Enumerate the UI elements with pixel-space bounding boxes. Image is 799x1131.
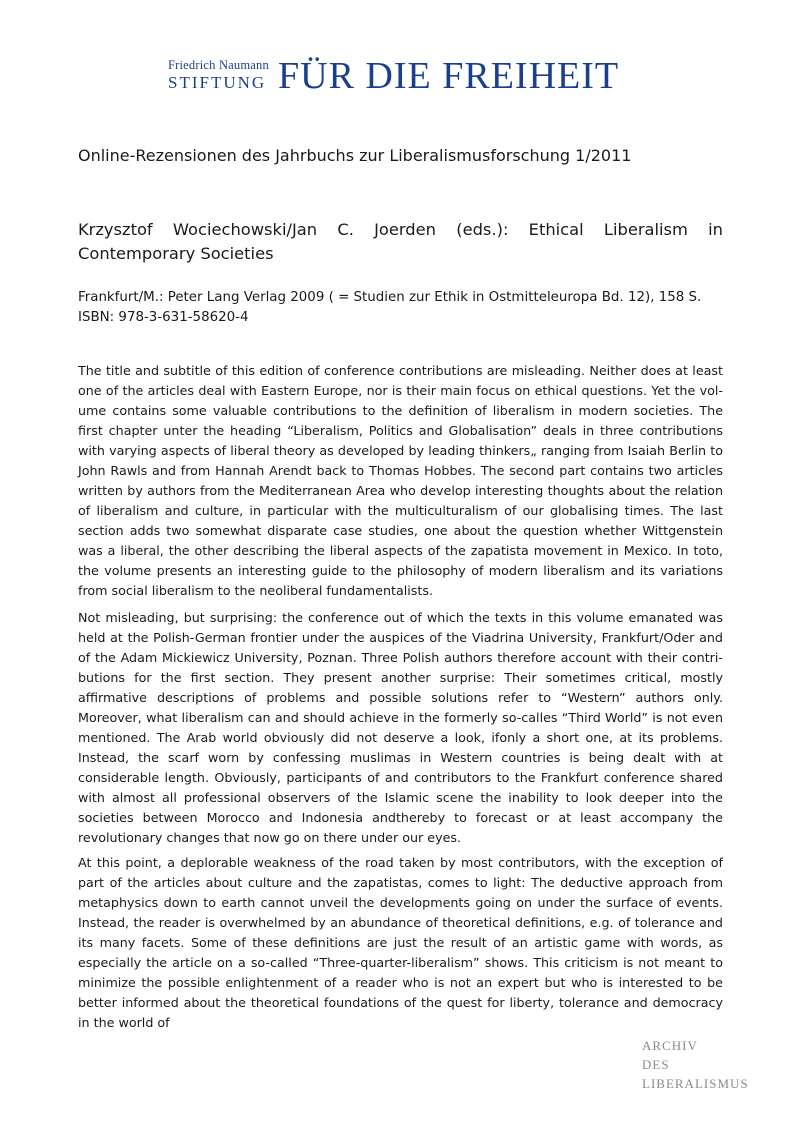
logo-line-1: Friedrich Naumann xyxy=(168,58,269,72)
series-title: Online-Rezensionen des Jahrbuchs zur Liberalismusforschung 1/2011 xyxy=(78,146,632,165)
archive-watermark xyxy=(642,1036,749,1093)
paragraph-2: Not misleading, but surprising: the conference out of which the texts in this volume emanated was held at the Polish-German frontier under the auspices of the Viadrina University, Frankfurt/Oder and of the Adam Mickiewicz University, Poznan. Three Polish authors therefore account with their contributions for the first section. They present another surprise: Their sometimes critical, mostly affirmative descriptions of problems and possible solutions refer to “Western” authors only. Moreover, what liberalism can and should achieve in the formerly so-calles “Third World” is not even mentioned. The Arab world obviously did not deserve a look, ifonly a short one, at its problems. Instead, the scarf worn by confessing muslimas in Western countries is being dealt with at considerable length. Obviously, participants of and contributors to the Frankfurt conference shared with almost all professional observers of the Islamic scene the inability to look deeper into the societies between Morocco and Indonesia andthereby to forecast or at least accompany the revolutionary changes that now go on there under our eyes. xyxy=(78,610,723,845)
foundation-logo xyxy=(168,55,620,100)
archive-line-3: LIBERALISMUS xyxy=(642,1076,749,1091)
paragraph-1: The title and subtitle of this edition of conference contributions are misleading. Neither does at least one of the articles deal with Eastern Europe, nor is their main focus on ethical questions. Yet the volume contains some valuable contributions to the definition of liberalism in modern societies. The first chapter unter the heading “Liberalism, Politics and Globalisation” deals in three contributions with varying aspects of liberal theory as developed by leading thinkers„ ranging from Isaiah Berlin to John Rawls and from Hannah Arendt back to Thomas Hobbes. The second part contains two articles written by authors from the Mediterranean Area who develop interesting thoughts about the relation of liberalism and culture, in particular with the multiculturalism of our globalising times. The last section adds two somewhat disparate case studies, one about the question whether Wittgenstein was a liberal, the other describing the liberal aspects of the zapatista movement in Mexico. In toto, the volume presents an interesting guide to the philosophy of modern liberalism and its variations from social liberalism to the neoliberal fundamentalists. xyxy=(78,363,723,598)
logo-slogan: FÜR DIE FREIHEIT xyxy=(278,55,620,97)
review-title: Krzysztof Wociechowski/Jan C. Joerden (eds.): Ethical Liberalism in Contemporary Societies xyxy=(78,220,723,263)
logo-line-2: STIFTUNG xyxy=(168,73,267,92)
archive-line-1: ARCHIV xyxy=(642,1038,698,1053)
archive-line-2: DES xyxy=(642,1057,670,1072)
paragraph-3: At this point, a deplorable weakness of the road taken by most contributors, with the exception of part of the articles about culture and the zapatistas, comes to light: The deductive approach from metaphysics down to earth cannot unveil the developments going on under the surface of events. Instead, the reader is overwhelmed by an abundance of theoretical definitions, e.g. of tolerance and its many facets. Some of these definitions are just the result of an artistic game with words, as especially the article on a so-called “Three-quarter-liberalism” shows. This criticism is not meant to minimize the possible enlightenment of a reader who is not an expert but who is interested to be better informed about the theoretical foundations of the quest for liberty, tolerance and democracy in the world of xyxy=(78,855,723,1030)
bibliographic-info: Frankfurt/M.: Peter Lang Verlag 2009 ( = Studien zur Ethik in Ostmitteleuropa Bd. 12), 158 S. ISBN: 978-3-631-58620-4 xyxy=(78,290,702,325)
